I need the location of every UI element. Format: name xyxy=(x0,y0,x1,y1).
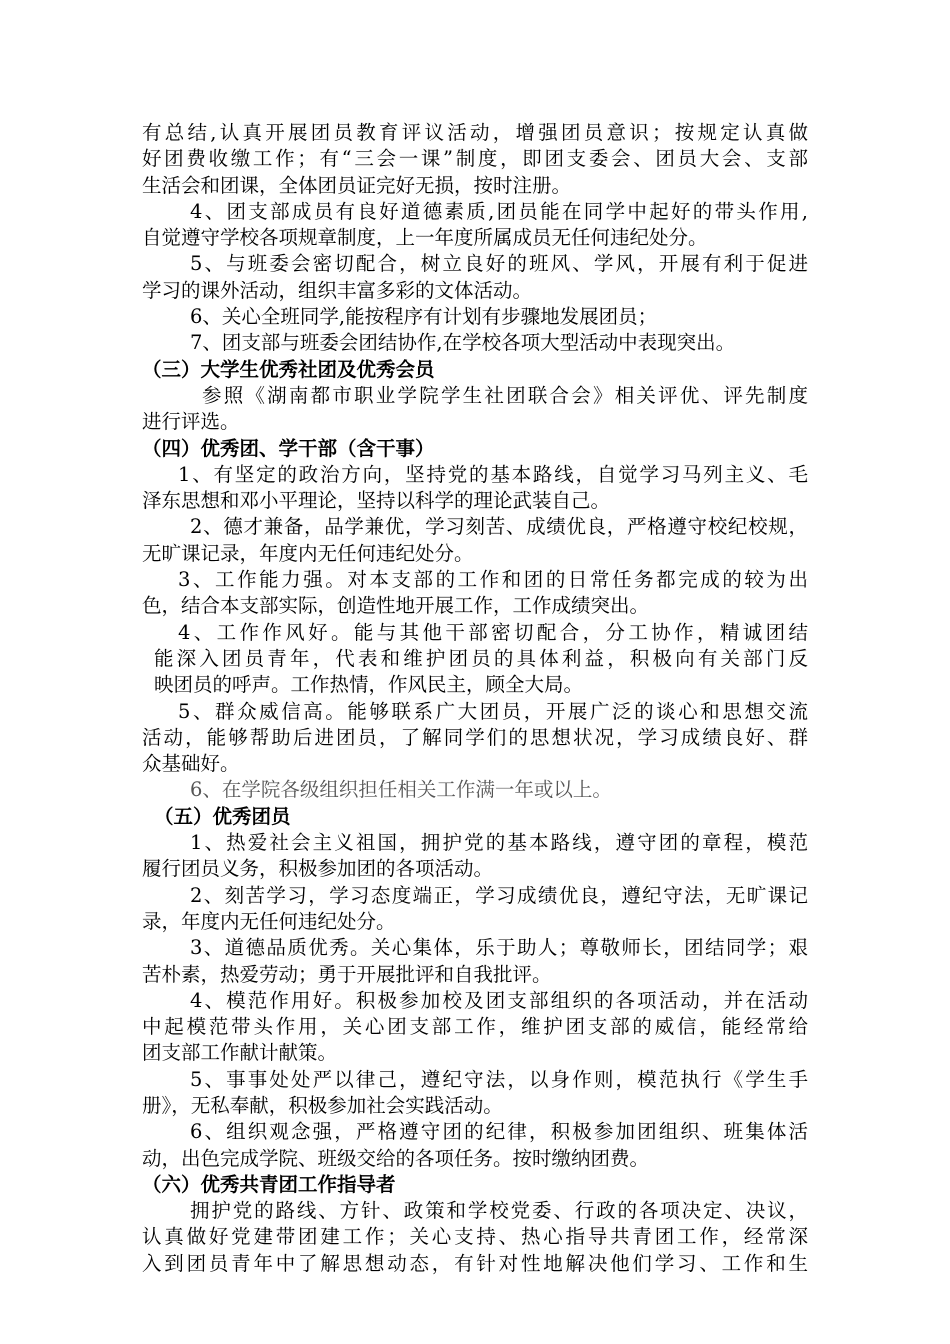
text-line: 能深入团员青年，代表和维护团员的具体利益，积极向有关部门反 xyxy=(154,646,808,670)
text-line: 中起模范带头作用，关心团支部工作，维护团支部的威信，能经常给 xyxy=(142,1015,808,1039)
text-line: 履行团员义务，积极参加团的各项活动。 xyxy=(142,857,494,881)
text-line: 2、德才兼备，品学兼优，学习刻苦、成绩优良，严格遵守校纪校规， xyxy=(190,515,808,539)
text-line: 6、关心全班同学,能按程序有计划有步骤地发展团员； xyxy=(190,305,658,329)
text-line: 4、团支部成员有良好道德素质,团员能在同学中起好的带头作用, xyxy=(190,199,808,223)
section-heading: （三）大学生优秀社团及优秀会员 xyxy=(142,357,435,381)
section-heading: （五）优秀团员 xyxy=(154,804,291,828)
text-line: 好团费收缴工作；有“三会一课”制度，即团支委会、团员大会、支部 xyxy=(142,147,808,171)
text-line: 活动，能够帮助后进团员，了解同学们的思想状况，学习成绩良好、群 xyxy=(142,725,808,749)
text-line: 入到团员青年中了解思想动态，有针对性地解决他们学习、工作和生 xyxy=(142,1251,808,1275)
text-line: 6、在学院各级组织担任相关工作满一年或以上。 xyxy=(190,778,612,802)
text-line: 6、组织观念强，严格遵守团的纪律，积极参加团组织、班集体活 xyxy=(190,1120,808,1144)
text-line: 认真做好党建带团建工作；关心支持、热心指导共青团工作，经常深 xyxy=(142,1225,808,1249)
text-line: 无旷课记录，年度内无任何违纪处分。 xyxy=(142,541,474,565)
text-line: 4、工作作风好。能与其他干部密切配合，分工协作，精诚团结 xyxy=(178,620,808,644)
text-line: 有总结,认真开展团员教育评议活动，增强团员意识；按规定认真做 xyxy=(142,121,808,144)
text-line: 生活会和团课，全体团员证完好无损，按时注册。 xyxy=(142,173,572,197)
text-line: 1、热爱社会主义祖国，拥护党的基本路线，遵守团的章程，模范 xyxy=(190,831,808,855)
text-line: 5、事事处处严以律己，遵纪守法，以身作则，模范执行《学生手 xyxy=(190,1067,808,1091)
text-line: 录，年度内无任何违纪处分。 xyxy=(142,909,396,933)
text-line: 参照《湖南都市职业学院学生社团联合会》相关评优、评先制度 xyxy=(202,383,808,407)
text-line: 学习的课外活动，组织丰富多彩的文体活动。 xyxy=(142,278,533,302)
text-line: 7、团支部与班委会团结协作,在学校各项大型活动中表现突出。 xyxy=(190,331,736,355)
text-line: 3、道德品质优秀。关心集体，乐于助人；尊敬师长，团结同学；艰 xyxy=(190,936,808,960)
text-line: 5、与班委会密切配合，树立良好的班风、学风，开展有利于促进 xyxy=(190,252,808,276)
text-line: 动，出色完成学院、班级交给的各项任务。按时缴纳团费。 xyxy=(142,1146,650,1170)
text-line: 众基础好。 xyxy=(142,752,240,776)
text-line: 映团员的呼声。工作热情，作风民主，顾全大局。 xyxy=(154,673,584,697)
text-line: 自觉遵守学校各项规章制度，上一年度所属成员无任何违纪处分。 xyxy=(142,226,708,250)
text-line: 4、模范作用好。积极参加校及团支部组织的各项活动，并在活动 xyxy=(190,988,808,1012)
text-line: 泽东思想和邓小平理论，坚持以科学的理论武装自己。 xyxy=(142,489,611,513)
text-line: 色，结合本支部实际，创造性地开展工作，工作成绩突出。 xyxy=(142,594,650,618)
text-line: 册》，无私奉献，积极参加社会实践活动。 xyxy=(142,1093,503,1117)
text-line: 拥护党的路线、方针、政策和学校党委、行政的各项决定、决议， xyxy=(190,1199,808,1223)
text-line: 进行评选。 xyxy=(142,410,240,434)
text-line: 5、群众威信高。能够联系广大团员，开展广泛的谈心和思想交流 xyxy=(178,699,808,723)
text-line: 团支部工作献计献策。 xyxy=(142,1041,338,1065)
text-line: 3、工作能力强。对本支部的工作和团的日常任务都完成的较为出 xyxy=(178,568,808,592)
text-line: 1、有坚定的政治方向，坚持党的基本路线，自觉学习马列主义、毛 xyxy=(178,462,808,486)
text-line: 苦朴素，热爱劳动；勇于开展批评和自我批评。 xyxy=(142,962,552,986)
section-heading: （四）优秀团、学干部（含干事） xyxy=(142,436,435,460)
text-line: 2、刻苦学习，学习态度端正，学习成绩优良，遵纪守法，无旷课记 xyxy=(190,883,808,907)
section-heading: （六）优秀共青团工作指导者 xyxy=(142,1172,396,1196)
